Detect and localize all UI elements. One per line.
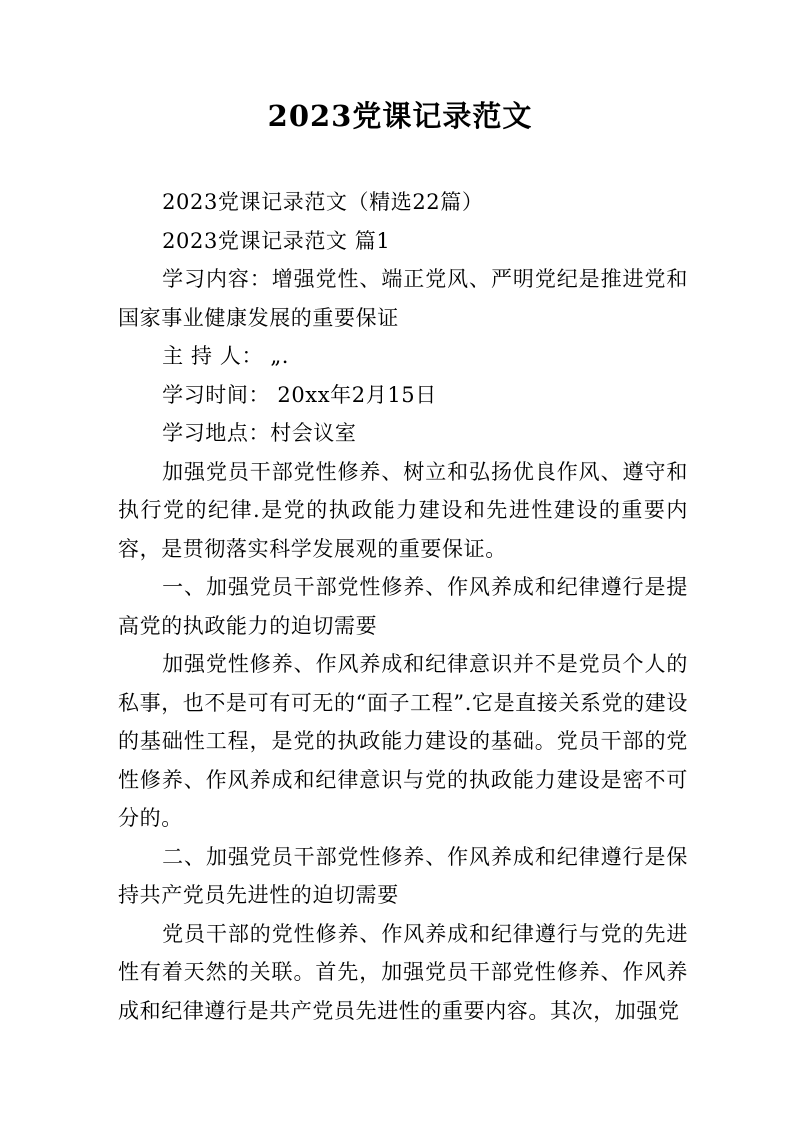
paragraph-study-location: 学习地点：村会议室 [162, 421, 357, 445]
paragraph-heading-one: 一、加强党员干部党性修养、作风养成和纪律遵行是提高党的执政能力的迫切需要 [118, 575, 688, 638]
paragraph-intro: 加强党员干部党性修养、树立和弘扬优良作风、遵守和执行党的纪律.是党的执政能力建设和先进性建设的重要内容，是贯彻落实科学发展观的重要保证。 [118, 459, 688, 561]
paragraph-body-two: 党员干部的党性修养、作风养成和纪律遵行与党的先进性有着天然的关联。首先，加强党员干部党性修养、作风养成和纪律遵行是共产党员先进性的重要内容。其次，加强党 [118, 921, 688, 1023]
paragraph-study-time: 学习时间： 20xx年2月15日 [162, 382, 437, 407]
paragraph-section-heading: 2023党课记录范文 篇1 [162, 228, 391, 253]
paragraph-host: 主 持 人： „. [162, 344, 290, 368]
document-title: 2023党课记录范文 [267, 99, 533, 133]
paragraph-body-one: 加强党性修养、作风养成和纪律意识并不是党员个人的私事，也不是可有可无的“面子工程”.它是直接关系党的建设的基础性工程，是党的执政能力建设的基础。党员干部的党性修养、作风养成和纪律意识与党的执政能力建设是密不可分的。 [118, 652, 688, 830]
paragraph-subtitle: 2023党课记录范文（精选22篇） [162, 190, 484, 214]
paragraph-heading-two: 二、加强党员干部党性修养、作风养成和纪律遵行是保持共产党员先进性的迫切需要 [118, 844, 688, 907]
paragraph-study-content: 学习内容：增强党性、端正党风、严明党纪是推进党和国家事业健康发展的重要保证 [118, 267, 688, 330]
document-body [118, 183, 688, 1030]
